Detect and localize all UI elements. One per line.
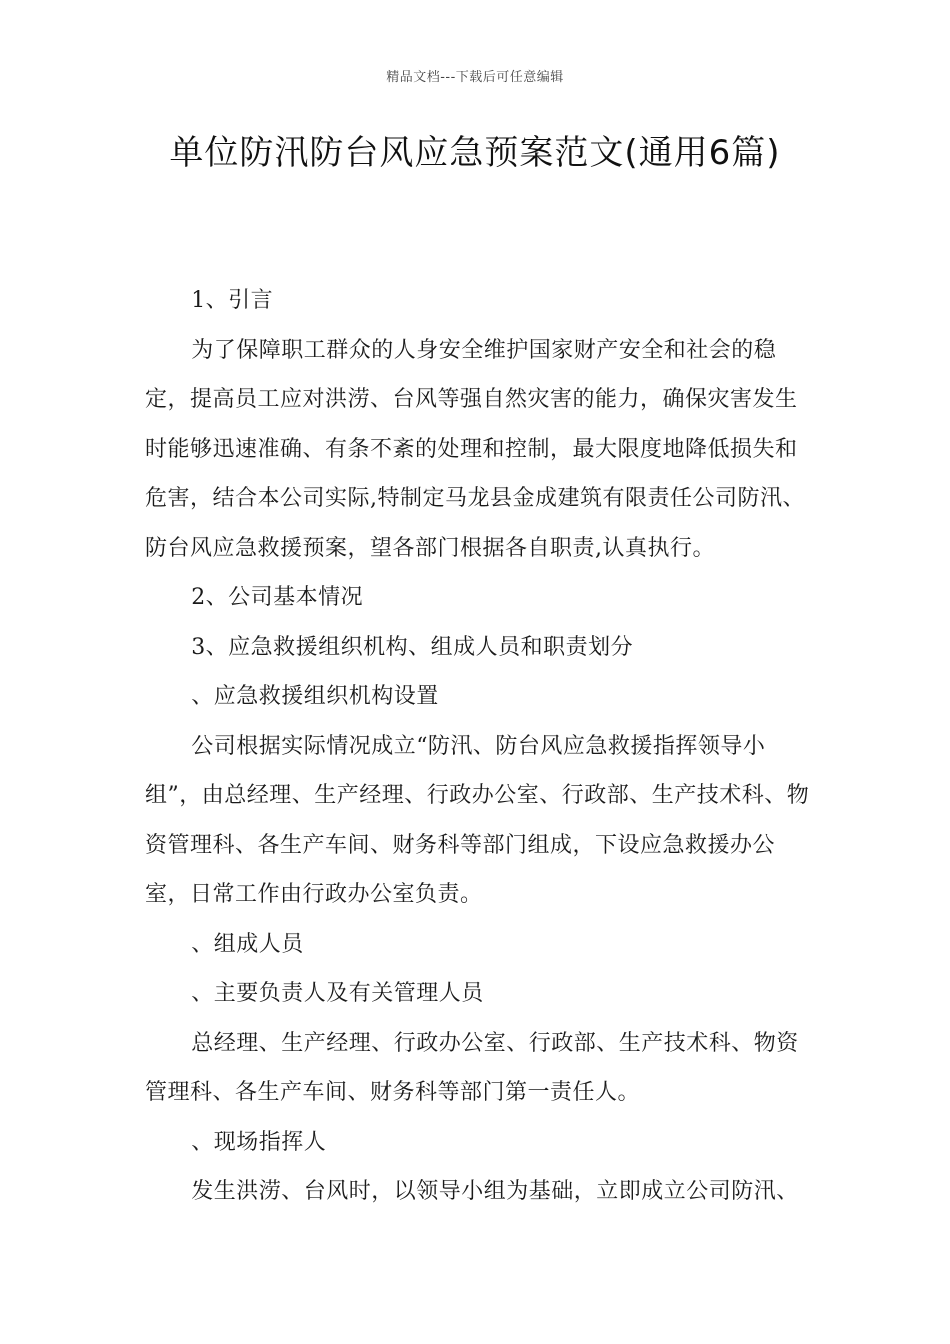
body-paragraph: 发生洪涝、台风时，以领导小组为基础，立即成立公司防汛、: [191, 1179, 799, 1204]
section-heading-company-info: 2、公司基本情况: [191, 585, 364, 610]
subsection-heading-members: 、组成人员: [191, 931, 304, 957]
subsection-heading-leaders: 、主要负责人及有关管理人员: [191, 981, 484, 1006]
section-heading-organization: 3、应急救援组织机构、组成人员和职责划分: [191, 634, 634, 660]
subsection-heading-onsite-commander: 、现场指挥人: [191, 1129, 327, 1155]
header-watermark: 精品文档---下载后可任意编辑: [386, 70, 564, 85]
document-body: [145, 276, 810, 1217]
subsection-heading-setup: 、应急救援组织机构设置: [191, 684, 439, 709]
section-heading-intro: 1、引言: [191, 288, 274, 313]
body-paragraph: 总经理、生产经理、行政办公室、行政部、生产技术科、物资管理科、各生产车间、财务科等部门第一责任人。: [145, 1030, 799, 1105]
document-title: 单位防汛防台风应急预案范文(通用6篇): [169, 133, 781, 173]
body-paragraph: 公司根据实际情况成立“防汛、防台风应急救援指挥领导小组”，由总经理、生产经理、行政办公室、行政部、生产技术科、物资管理科、各生产车间、财务科等部门组成，下设应急救援办公室，日常工作由行政办公室负责。: [145, 733, 810, 907]
body-paragraph: 为了保障职工群众的人身安全维护国家财产安全和社会的稳定，提高员工应对洪涝、台风等强自然灾害的能力，确保灾害发生时能够迅速准确、有条不紊的处理和控制，最大限度地降低损失和危害，结合本公司实际,特制定马龙县金成建筑有限责任公司防汛、防台风应急救援预案，望各部门根据各自职责,认真执行。: [145, 337, 805, 561]
